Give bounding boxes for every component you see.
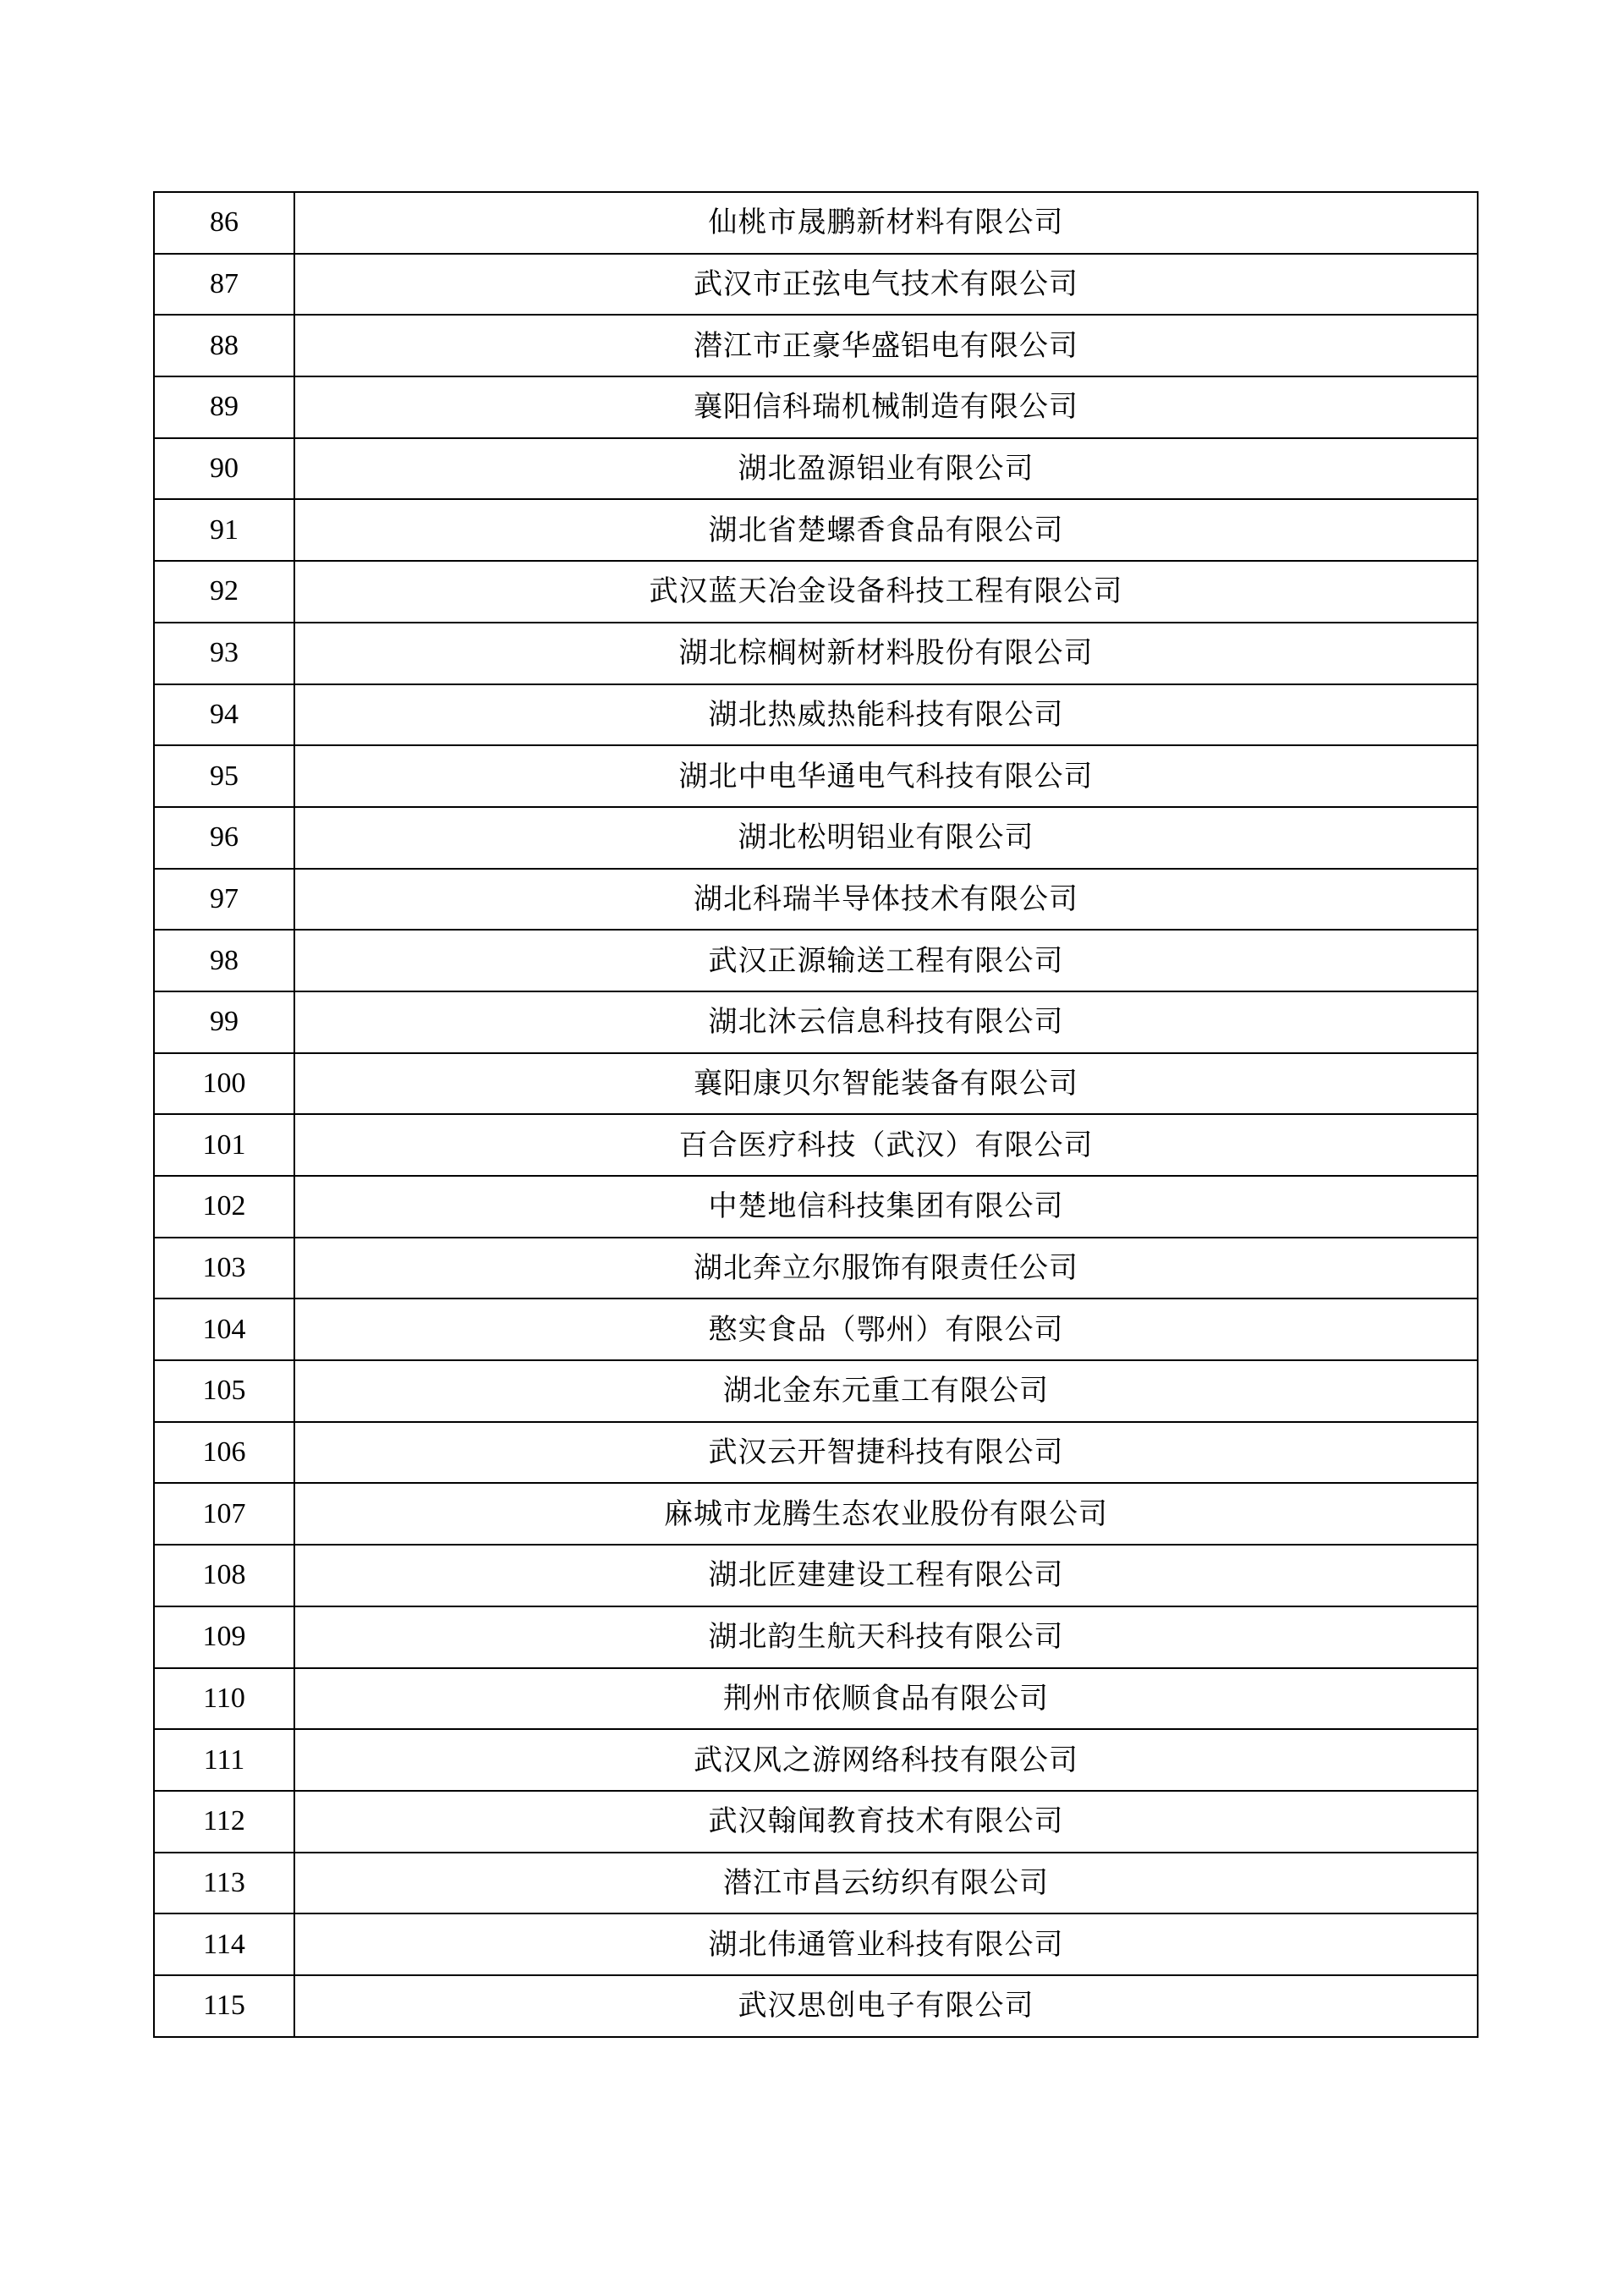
table-row (154, 991, 1478, 1053)
row-number-cell: 92 (154, 561, 294, 623)
company-name-cell: 湖北伟通管业科技有限公司 (294, 1913, 1478, 1975)
company-name-cell: 百合医疗科技（武汉）有限公司 (294, 1114, 1478, 1176)
company-name-cell: 麻城市龙腾生态农业股份有限公司 (294, 1483, 1478, 1545)
table-row (154, 1853, 1478, 1914)
company-name-cell: 襄阳信科瑞机械制造有限公司 (294, 376, 1478, 438)
table-row (154, 1975, 1478, 2037)
row-number-cell: 89 (154, 376, 294, 438)
table-row (154, 1545, 1478, 1606)
row-number-cell: 96 (154, 807, 294, 869)
company-name-cell: 湖北省楚螺香食品有限公司 (294, 499, 1478, 561)
row-number-cell: 90 (154, 438, 294, 500)
table-row (154, 561, 1478, 623)
company-name-cell: 湖北盈源铝业有限公司 (294, 438, 1478, 500)
row-number-cell: 111 (154, 1729, 294, 1791)
table-row (154, 684, 1478, 746)
table-row (154, 1483, 1478, 1545)
row-number-cell: 93 (154, 623, 294, 684)
table-body (154, 192, 1478, 2037)
table-row (154, 1238, 1478, 1299)
table-row (154, 376, 1478, 438)
row-number-cell: 87 (154, 254, 294, 316)
table-row (154, 192, 1478, 254)
table-row (154, 1668, 1478, 1730)
table-row (154, 1422, 1478, 1484)
company-name-cell: 武汉云开智捷科技有限公司 (294, 1422, 1478, 1484)
row-number-cell: 97 (154, 869, 294, 931)
row-number-cell: 91 (154, 499, 294, 561)
table-row (154, 1053, 1478, 1115)
company-name-cell: 武汉正源输送工程有限公司 (294, 930, 1478, 991)
table-row (154, 869, 1478, 931)
table-row (154, 1298, 1478, 1360)
table-row (154, 1913, 1478, 1975)
company-name-cell: 武汉蓝天冶金设备科技工程有限公司 (294, 561, 1478, 623)
company-list-table (153, 191, 1479, 2038)
company-name-cell: 湖北中电华通电气科技有限公司 (294, 745, 1478, 807)
table-row (154, 745, 1478, 807)
row-number-cell: 98 (154, 930, 294, 991)
company-name-cell: 湖北奔立尔服饰有限责任公司 (294, 1238, 1478, 1299)
table-row (154, 1729, 1478, 1791)
row-number-cell: 112 (154, 1791, 294, 1853)
row-number-cell: 108 (154, 1545, 294, 1606)
company-name-cell: 湖北松明铝业有限公司 (294, 807, 1478, 869)
company-name-cell: 湖北热威热能科技有限公司 (294, 684, 1478, 746)
table-row (154, 1114, 1478, 1176)
company-name-cell: 中楚地信科技集团有限公司 (294, 1176, 1478, 1238)
table-row (154, 807, 1478, 869)
row-number-cell: 100 (154, 1053, 294, 1115)
table-row (154, 438, 1478, 500)
company-name-cell: 武汉市正弦电气技术有限公司 (294, 254, 1478, 316)
company-name-cell: 湖北金东元重工有限公司 (294, 1360, 1478, 1422)
row-number-cell: 110 (154, 1668, 294, 1730)
company-name-cell: 湖北棕榈树新材料股份有限公司 (294, 623, 1478, 684)
company-name-cell: 武汉风之游网络科技有限公司 (294, 1729, 1478, 1791)
table-row (154, 623, 1478, 684)
company-name-cell: 潜江市昌云纺织有限公司 (294, 1853, 1478, 1914)
row-number-cell: 104 (154, 1298, 294, 1360)
company-name-cell: 武汉翰闻教育技术有限公司 (294, 1791, 1478, 1853)
table-row (154, 499, 1478, 561)
row-number-cell: 95 (154, 745, 294, 807)
row-number-cell: 114 (154, 1913, 294, 1975)
company-name-cell: 荆州市依顺食品有限公司 (294, 1668, 1478, 1730)
row-number-cell: 94 (154, 684, 294, 746)
row-number-cell: 101 (154, 1114, 294, 1176)
company-name-cell: 湖北韵生航天科技有限公司 (294, 1606, 1478, 1668)
table-row (154, 1606, 1478, 1668)
company-name-cell: 憨实食品（鄂州）有限公司 (294, 1298, 1478, 1360)
row-number-cell: 99 (154, 991, 294, 1053)
table-row (154, 254, 1478, 316)
row-number-cell: 88 (154, 315, 294, 376)
company-name-cell: 湖北匠建建设工程有限公司 (294, 1545, 1478, 1606)
row-number-cell: 115 (154, 1975, 294, 2037)
table-row (154, 1360, 1478, 1422)
company-name-cell: 潜江市正豪华盛铝电有限公司 (294, 315, 1478, 376)
table-row (154, 1176, 1478, 1238)
company-name-cell: 仙桃市晟鹏新材料有限公司 (294, 192, 1478, 254)
table-row (154, 930, 1478, 991)
company-name-cell: 武汉思创电子有限公司 (294, 1975, 1478, 2037)
table-row (154, 315, 1478, 376)
row-number-cell: 102 (154, 1176, 294, 1238)
row-number-cell: 106 (154, 1422, 294, 1484)
row-number-cell: 113 (154, 1853, 294, 1914)
row-number-cell: 103 (154, 1238, 294, 1299)
company-name-cell: 湖北沐云信息科技有限公司 (294, 991, 1478, 1053)
table-row (154, 1791, 1478, 1853)
row-number-cell: 105 (154, 1360, 294, 1422)
row-number-cell: 86 (154, 192, 294, 254)
company-name-cell: 湖北科瑞半导体技术有限公司 (294, 869, 1478, 931)
company-name-cell: 襄阳康贝尔智能装备有限公司 (294, 1053, 1478, 1115)
row-number-cell: 107 (154, 1483, 294, 1545)
row-number-cell: 109 (154, 1606, 294, 1668)
